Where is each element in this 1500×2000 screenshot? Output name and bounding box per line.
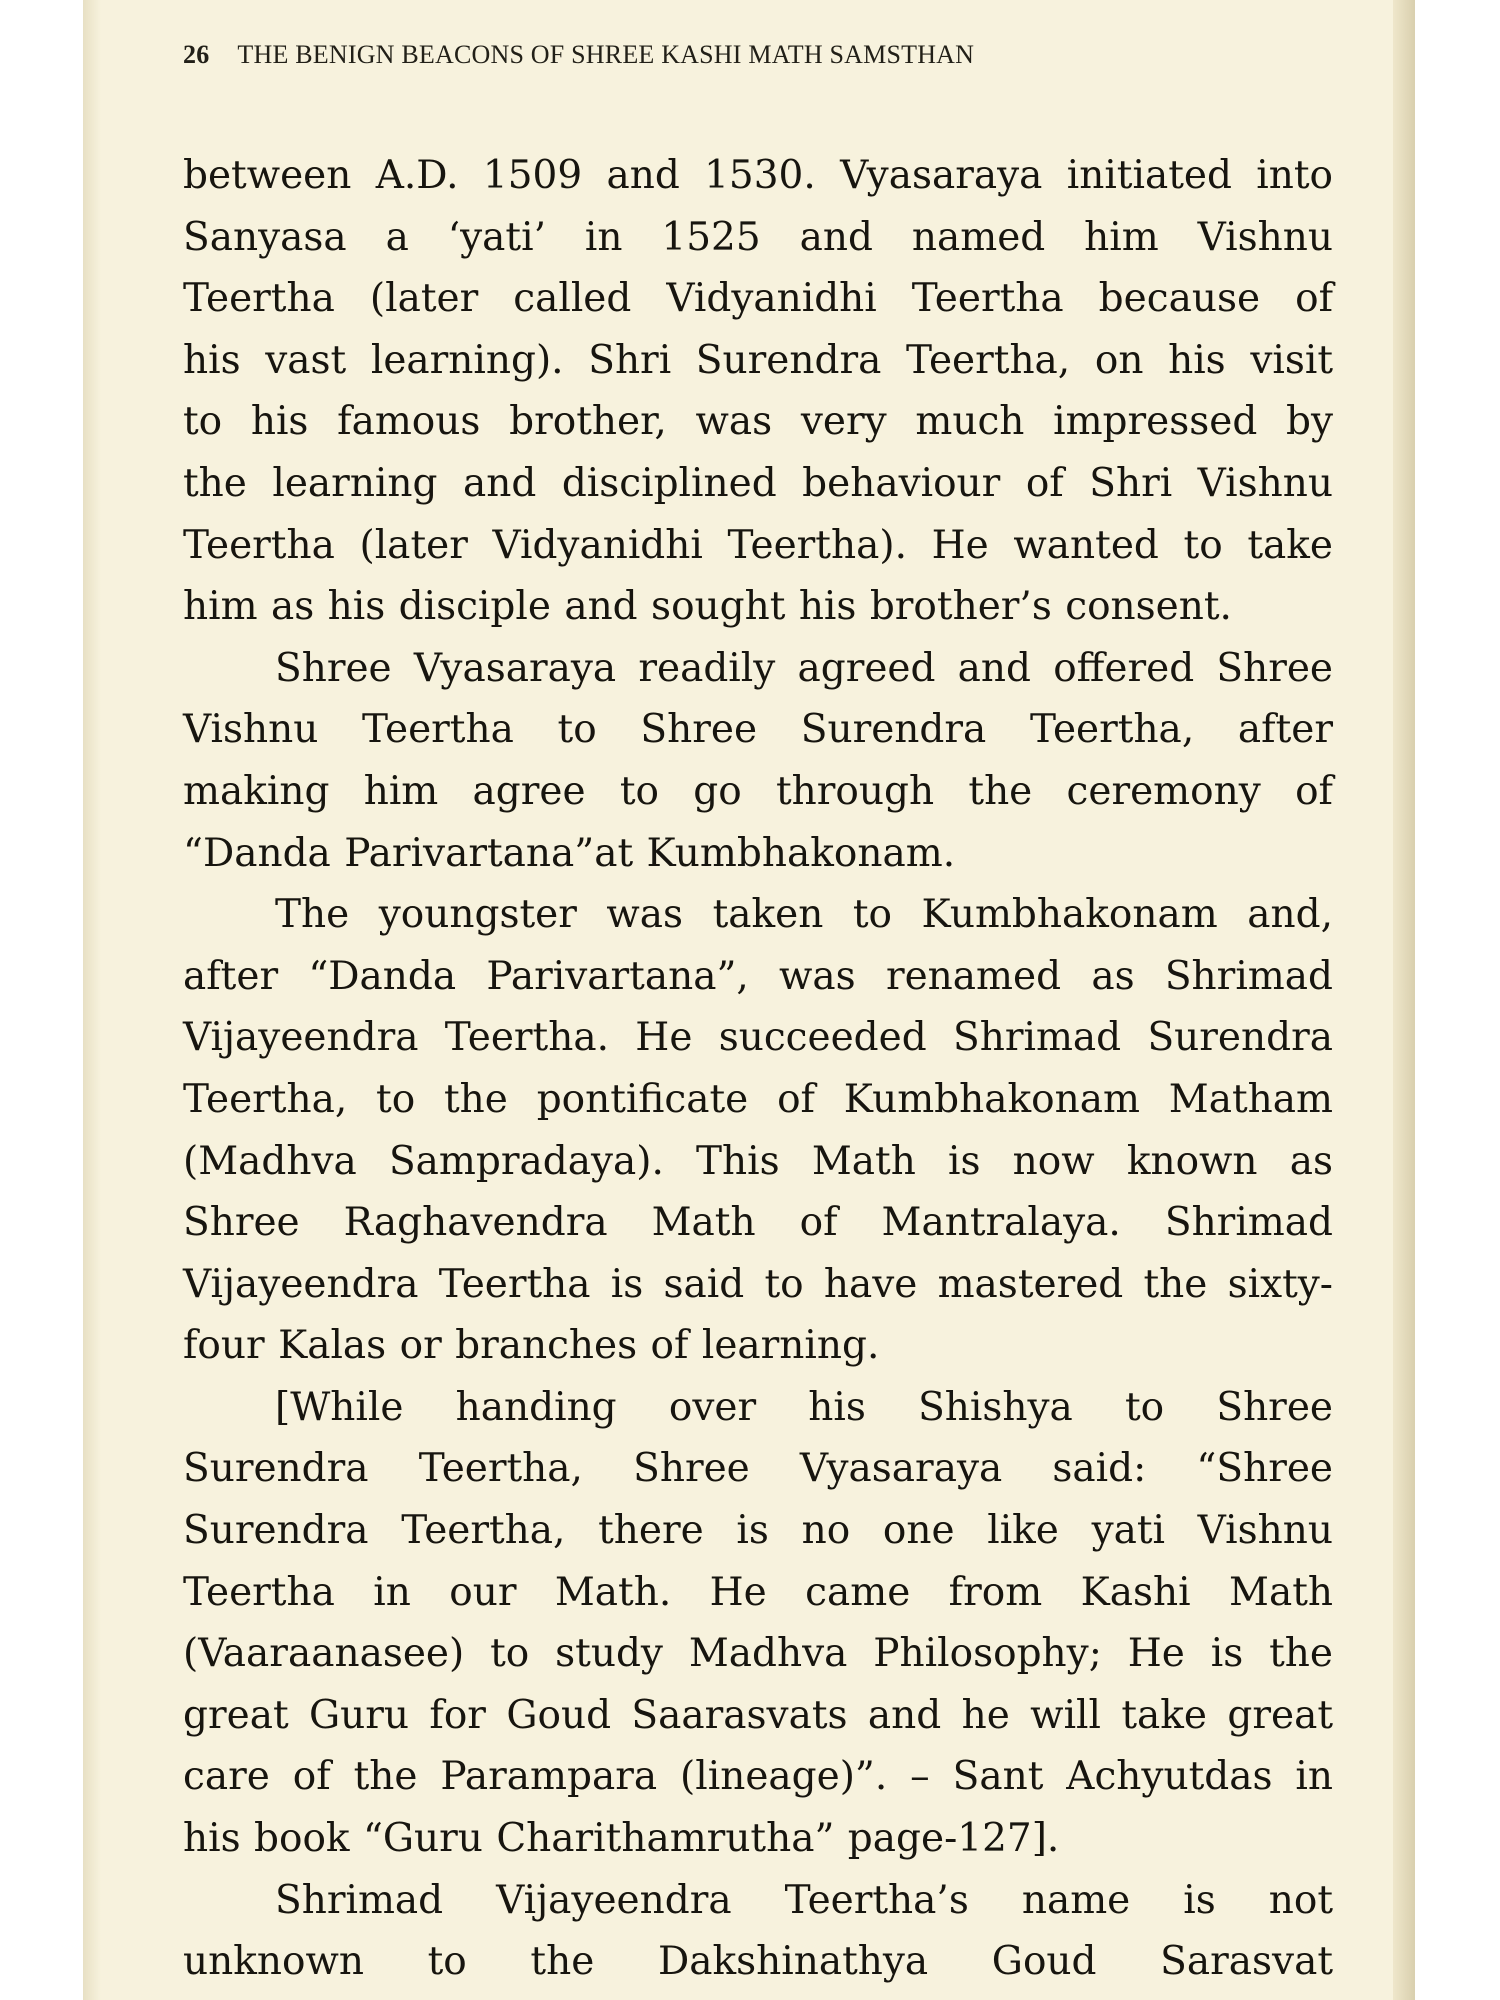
text-line: Shrimad Vijayeendra Teertha’s name is not <box>275 1877 1333 1923</box>
text-line: to his famous brother, was very much impressed by <box>183 399 1333 445</box>
text-line: great Guru for Goud Saarasvats and he will take great <box>183 1692 1333 1738</box>
text-line: between A.D. 1509 and 1530. Vyasaraya initiated into <box>183 153 1333 198</box>
text-line: unknown to the Dakshinathya Goud Sarasvat <box>183 1939 1333 1985</box>
text-line: Shree Vyasaraya readily agreed and offered Shree <box>275 645 1333 691</box>
text-line: making him agree to go through the ceremony of <box>183 768 1333 814</box>
text-line: four Kalas or branches of learning. <box>183 1323 880 1369</box>
running-title: THE BENIGN BEACONS OF SHREE KASHI MATH SAMSTHAN <box>237 40 975 69</box>
text-line: his vast learning). Shri Surendra Teertha, on his visit <box>183 337 1333 383</box>
text-line: [While handing over his Shishya to Shree <box>275 1384 1333 1430</box>
page-gutter-shadow <box>83 0 101 2000</box>
text-line: care of the Parampara (lineage)”. – Sant Achyutdas in <box>183 1754 1333 1800</box>
text-line: Shree Raghavendra Math of Mantralaya. Shrimad <box>183 1200 1333 1246</box>
text-line: (Vaaraanasee) to study Madhva Philosophy; He is the <box>183 1631 1333 1677</box>
text-line: Surendra Teertha, Shree Vyasaraya said: “Shree <box>183 1446 1333 1492</box>
text-line: Surendra Teertha, there is no one like yati Vishnu <box>183 1508 1333 1554</box>
text-line: Sanyasa a ‘yati’ in 1525 and named him Vishnu <box>183 214 1333 260</box>
text-line: “Danda Parivartana”at Kumbhakonam. <box>183 830 956 876</box>
text-line: (Madhva Sampradaya). This Math is now known as <box>183 1138 1333 1184</box>
scanned-page <box>83 0 1415 2000</box>
text-line: The youngster was taken to Kumbhakonam and, <box>275 892 1333 938</box>
body-text <box>183 145 1333 1993</box>
text-line: after “Danda Parivartana”, was renamed as Shrimad <box>183 953 1333 999</box>
text-line: Vijayeendra Teertha is said to have mastered the sixty- <box>183 1261 1333 1307</box>
text-line: his book “Guru Charithamrutha” page-127]. <box>183 1816 1060 1862</box>
text-line: Teertha, to the pontificate of Kumbhakonam Matham <box>183 1076 1333 1122</box>
text-line: Teertha in our Math. He came from Kashi Math <box>183 1569 1333 1615</box>
text-line: him as his disciple and sought his brother’s consent. <box>183 584 1232 630</box>
page-number: 26 <box>183 40 210 69</box>
page-edge <box>1393 0 1415 2000</box>
text-line: Teertha (later called Vidyanidhi Teertha because of <box>183 276 1333 322</box>
text-line: Teertha (later Vidyanidhi Teertha). He wanted to take <box>183 522 1333 568</box>
text-line: the learning and disciplined behaviour of Shri Vishnu <box>183 460 1333 506</box>
text-line: Vijayeendra Teertha. He succeeded Shrimad Surendra <box>183 1015 1333 1061</box>
running-header <box>183 40 1343 80</box>
text-line: Vishnu Teertha to Shree Surendra Teertha, after <box>183 707 1333 753</box>
